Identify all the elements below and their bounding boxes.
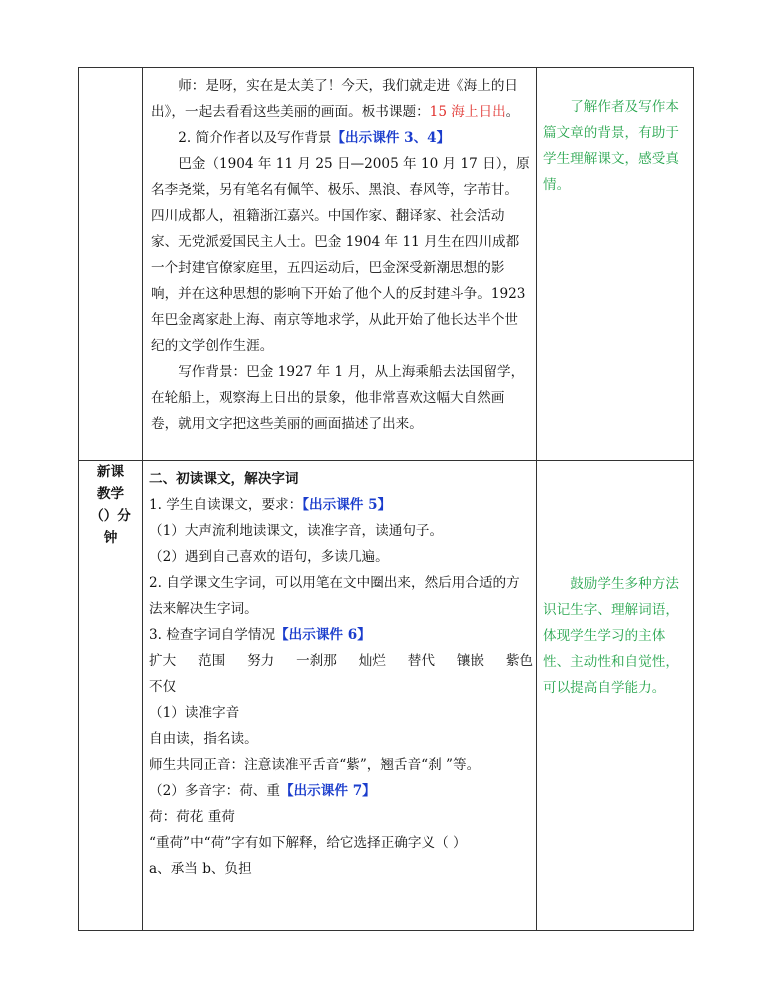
design-note: 了解作者及写作本篇文章的背景，有助于学生理解课文，感受真情。 (543, 99, 679, 193)
vocab-word: 努力 (247, 653, 275, 669)
section-label-cell (79, 68, 143, 461)
section-label-cell (79, 461, 143, 931)
note-cell (537, 461, 694, 931)
vocab-word: 紫色 (505, 653, 533, 669)
intro-end: 。 (505, 104, 520, 120)
paragraph: 1. 学生自读课文，要求：【出示课件 5】 (149, 497, 392, 513)
design-note: 鼓励学生多种方法识记生字、理解词语，体现学生学习的主体性、主动性和自觉性，可以提高自学能力。 (543, 576, 679, 696)
section-heading: 二、初读课文，解决字词 (149, 471, 299, 487)
paragraph: 3. 检查字词自学情况【出示课件 6】 (149, 627, 371, 643)
step-2: 2. 自学课文生字词，可以用笔在文中圈出来，然后用合适的方法来解决生字词。 (149, 575, 520, 617)
sub-step-1: （1）读准字音 (149, 705, 240, 721)
paragraph (151, 73, 531, 125)
vocab-word: 替代 (407, 653, 435, 669)
vocab-word: 不仅 (149, 679, 177, 695)
content-cell (143, 461, 537, 931)
note-cell (537, 68, 694, 461)
vocab-word: 一刹那 (296, 653, 337, 669)
requirement-2: （2）遇到自己喜欢的语句，多读几遍。 (149, 549, 389, 565)
polyphone-line: 荷：荷花 重荷 (149, 809, 235, 825)
pronunciation-note: 师生共同正音：注意读准平舌音“紫”，翘舌音“刹 ”等。 (149, 757, 481, 773)
courseware-ref: 【出示课件 5】 (302, 497, 392, 513)
lesson-plan-table (78, 67, 694, 931)
vocab-word: 灿烂 (358, 653, 386, 669)
content-cell (143, 68, 537, 461)
table-row (79, 461, 694, 931)
paragraph (151, 125, 531, 151)
author-bio: 巴金（1904 年 11 月 25 日—2005 年 10 月 17 日），原名李尧棠，另有笔名有佩竿、极乐、黑浪、春风等，字芾甘。四川成都人，祖籍浙江嘉兴。中国作家、翻译家、社会活动家、无党派爱国民主人士。巴金 1904 年 11 月生在四川成都一个封建官僚家庭里，五四运动后，巴金深受新潮思想的影响，并在这种思想的影响下开始了他个人的反封建斗争。1923 年巴金离家赴上海、南京等地求学，从此开始了他长达半个世纪的文学创作生涯。 (151, 156, 530, 354)
lesson-title: 15 海上日出 (429, 104, 506, 120)
reading-method: 自由读，指名读。 (149, 731, 258, 747)
courseware-ref: 【出示课件 7】 (280, 783, 376, 799)
question: “重荷”中“荷”字有如下解释，给它选择正确字义（ ） (149, 835, 467, 851)
intro-text: 师：是呀，实在是太美了！今天，我们就走进《海上的日出》，一起去看看这些美丽的画面。板书课题： (151, 78, 519, 120)
table-row (79, 68, 694, 461)
vocab-word: 镶嵌 (456, 653, 484, 669)
courseware-ref: 【出示课件 6】 (275, 627, 371, 643)
step-text: 2. 简介作者以及写作背景 (178, 130, 332, 146)
vocab-word: 扩大 (149, 653, 177, 669)
writing-background: 写作背景：巴金 1927 年 1 月，从上海乘船去法国留学，在轮船上，观察海上日出的景象，他非常喜欢这幅大自然画卷，就用文字把这些美丽的画面描述了出来。 (151, 364, 525, 432)
vocab-word: 范围 (198, 653, 226, 669)
vocabulary-list (149, 648, 533, 674)
courseware-ref: 【出示课件 3、4】 (331, 130, 451, 146)
paragraph: （2）多音字：荷、重【出示课件 7】 (149, 783, 376, 799)
requirement-1: （1）大声流利地读课文，读准字音，读通句子。 (149, 523, 444, 539)
section-label: 新课 教学 （）分 钟 (90, 464, 131, 546)
options: a、承当 b、负担 (149, 861, 252, 877)
